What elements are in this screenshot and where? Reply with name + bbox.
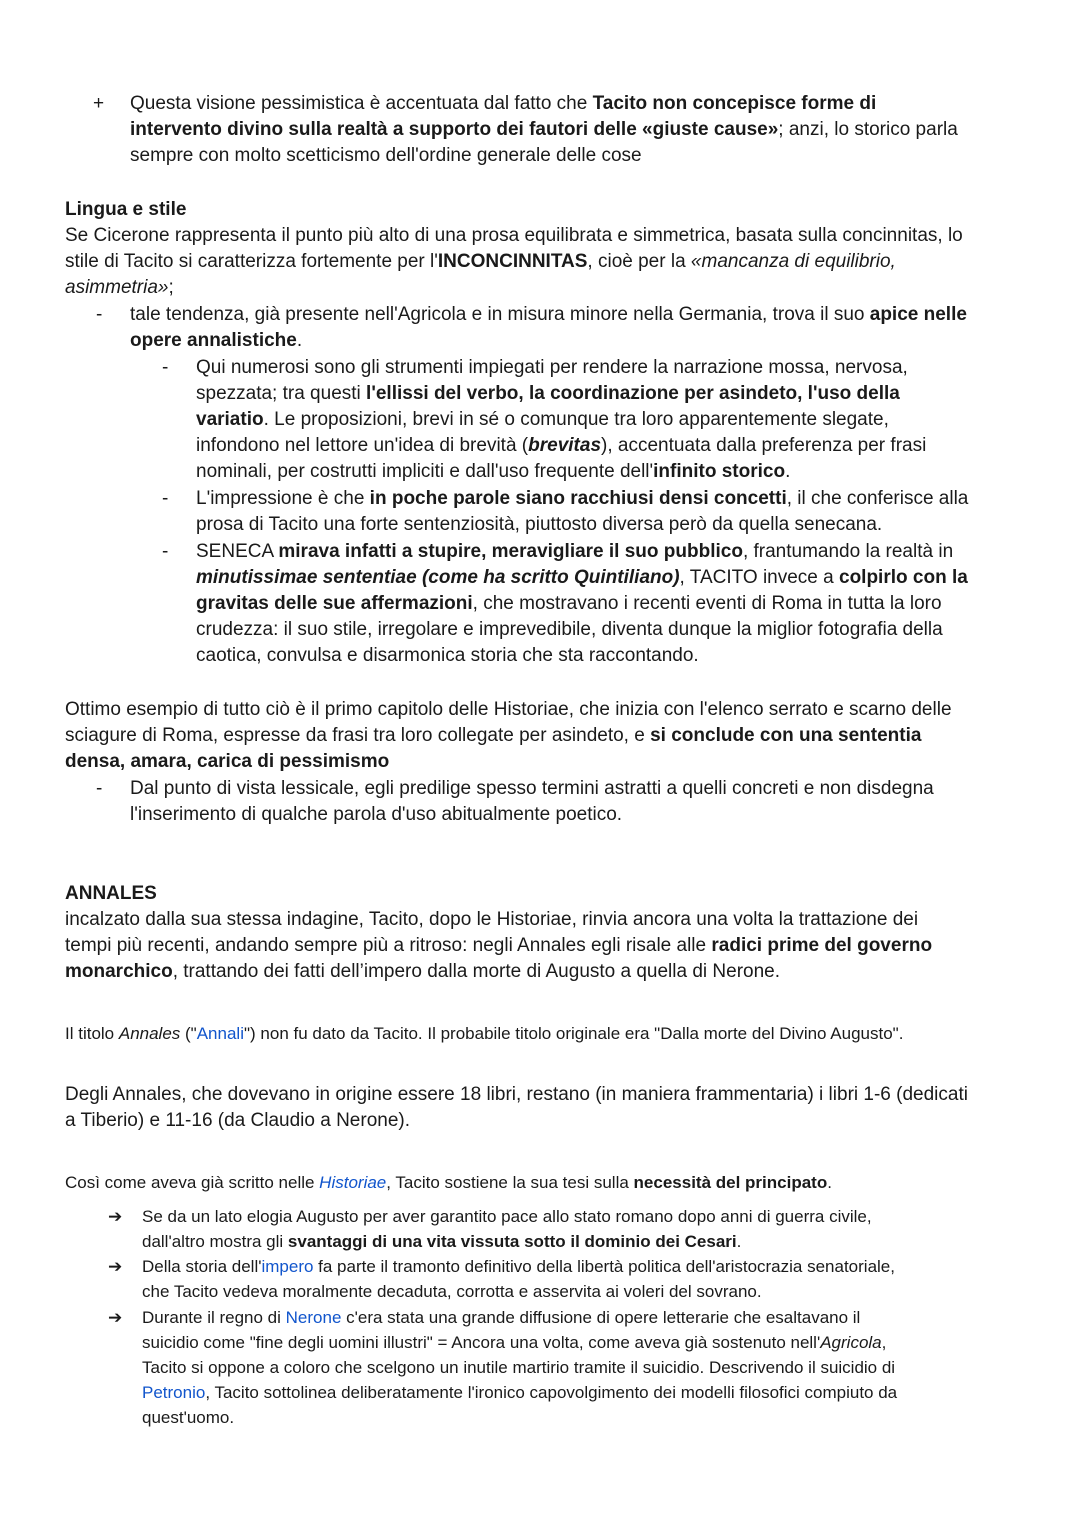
text-run: intervento divino sulla realtà a supporto dei fautori delle «giuste cause»: [130, 119, 779, 140]
text-run: a Tiberio) e 11-16 (da Claudio a Nerone).: [65, 1110, 411, 1131]
text-run: Della storia dell': [142, 1257, 262, 1276]
text-line: [196, 565, 968, 591]
text-line: [142, 1330, 886, 1355]
text-run: nominali, per costrutti impliciti e dall'uso frequente dell': [196, 461, 654, 482]
text-run: sciagure di Roma, espresse da frasi tra loro collegate per asindeto, e: [65, 725, 651, 746]
text-run: incalzato dalla sua stessa indagine, Tacito, dopo le Historiae, rinvia ancora una volta la trattazione dei: [65, 909, 919, 930]
text-line: [65, 1108, 410, 1134]
dash-bullet-marker: -: [162, 488, 169, 509]
text-line: [196, 486, 968, 512]
arrow-bullet-icon: ➔: [108, 1308, 123, 1327]
text-run: opere annalistiche: [130, 330, 297, 351]
text-line: [142, 1254, 895, 1279]
text-line: [196, 643, 699, 669]
text-line: [196, 591, 942, 617]
text-line: [65, 275, 174, 301]
text-run: ;: [168, 277, 174, 298]
text-line: [196, 459, 790, 485]
text-run: monarchico: [65, 961, 173, 982]
inline-link[interactable]: impero: [261, 1257, 314, 1276]
text-line: [130, 302, 967, 328]
text-run: minutissimae sententiae (come ha scritto Quintiliano): [196, 567, 680, 588]
text-run: gravitas delle sue affermazioni: [196, 593, 473, 614]
text-run: , che mostravano i recenti eventi di Roma in tutta la loro: [472, 593, 942, 614]
text-run: crudezza: il suo stile, irregolare e imprevedibile, diventa dunque la miglior fotografia della: [196, 619, 943, 640]
text-line: [142, 1204, 872, 1229]
text-line: [142, 1229, 741, 1254]
text-run: , Tacito sostiene la sua tesi sulla: [386, 1173, 634, 1192]
text-run: ,: [881, 1333, 887, 1352]
text-run: Durante il regno di: [142, 1308, 286, 1327]
text-run: in poche parole siano racchiusi densi concetti: [369, 488, 787, 509]
text-run: «mancanza di equilibrio,: [690, 251, 896, 272]
dash-bullet-marker: -: [96, 304, 103, 325]
text-run: , il che conferisce alla: [786, 488, 969, 509]
text-run: . Le proposizioni, brevi in sé o comunque tra loro apparentemente slegate,: [263, 409, 889, 430]
text-run: apice nelle: [869, 304, 967, 325]
arrow-bullet-icon: ➔: [108, 1257, 123, 1276]
text-run: stile di Tacito si caratterizza fortemente per l': [65, 251, 438, 272]
inline-link[interactable]: Nerone: [285, 1308, 342, 1327]
text-run: Agricola: [820, 1333, 882, 1352]
dash-bullet-marker: -: [162, 541, 169, 562]
text-line: [65, 249, 896, 275]
text-line: [196, 407, 889, 433]
text-run: l'ellissi del verbo, la coordinazione per asindeto, l'uso della: [366, 383, 900, 404]
text-run: radici prime del governo: [711, 935, 933, 956]
text-run: Tacito non concepisce forme di: [592, 93, 877, 114]
arrow-bullet-icon: ➔: [108, 1207, 123, 1226]
plus-bullet-marker: +: [93, 93, 105, 114]
text-run: , Tacito sottolinea deliberatamente l'ironico capovolgimento dei modelli filosofici compiuto da: [205, 1383, 898, 1402]
text-line: [196, 433, 926, 459]
text-line: [65, 1082, 968, 1108]
text-run: necessità del principato: [633, 1173, 828, 1192]
text-line: [65, 907, 918, 933]
text-run: , cioè per la: [587, 251, 691, 272]
text-line: [196, 381, 900, 407]
text-run: brevitas: [528, 435, 602, 456]
text-run: suicidio come "fine degli uomini illustri" = Ancora una volta, come aveva già sostenuto nell': [142, 1333, 821, 1352]
section-heading-annales: ANNALES: [65, 883, 157, 904]
text-run: ") non fu dato da Tacito. Il probabile titolo originale era "Dalla morte del Divino Augusto".: [243, 1024, 904, 1043]
text-run: caotica, convulsa e disarmonica storia che sta raccontando.: [196, 645, 699, 666]
text-line: [196, 539, 953, 565]
text-run: Degli Annales, che dovevano in origine essere 18 libri, restano (in maniera frammentaria) i libri 1-6 (dedicati: [65, 1084, 968, 1105]
text-line: [65, 223, 963, 249]
text-run: Così come aveva già scritto nelle: [65, 1173, 320, 1192]
text-run: ; anzi, lo storico parla: [778, 119, 958, 140]
text-line: [65, 959, 780, 985]
text-run: Se da un lato elogia Augusto per aver garantito pace allo stato romano dopo anni di guerra civile,: [142, 1207, 872, 1226]
text-line: [65, 1170, 832, 1195]
text-run: c'era stata una grande diffusione di opere letterarie che esaltavano il: [341, 1308, 861, 1327]
text-line: [130, 91, 876, 117]
text-line: [142, 1405, 234, 1430]
text-run: l'inserimento di qualche parola d'uso abitualmente poetico.: [130, 804, 623, 825]
text-run: INCONCINNITAS: [437, 251, 588, 272]
text-run: SENECA: [196, 541, 279, 562]
text-line: [65, 933, 932, 959]
text-run: (": [180, 1024, 197, 1043]
text-line: [130, 143, 642, 169]
text-run: mirava infatti a stupire, meravigliare il suo pubblico: [278, 541, 743, 562]
text-run: Questa visione pessimistica è accentuata dal fatto che: [130, 93, 593, 114]
text-run: prosa di Tacito una forte sentenziosità, piuttosto diversa però da quella senecana.: [196, 514, 883, 535]
text-run: Dal punto di vista lessicale, egli predilige spesso termini astratti a quelli concreti e non disdegna: [130, 778, 934, 799]
text-line: [130, 776, 934, 802]
text-run: , trattando dei fatti dell’impero dalla morte di Augusto a quella di Nerone.: [172, 961, 781, 982]
text-run: quest'uomo.: [142, 1408, 235, 1427]
text-run: si conclude con una sententia: [650, 725, 922, 746]
text-line: [142, 1279, 762, 1304]
inline-link[interactable]: Historiae: [319, 1173, 387, 1192]
text-run: L'impressione è che: [196, 488, 370, 509]
text-run: infondono nel lettore un'idea di brevità (: [196, 435, 529, 456]
text-run: spezzata; tra questi: [196, 383, 367, 404]
dash-bullet-marker: -: [162, 357, 169, 378]
text-run: Ottimo esempio di tutto ciò è il primo capitolo delle Historiae, che inizia con l'elenco serrato e scarno delle: [65, 699, 952, 720]
text-line: [65, 723, 921, 749]
text-run: Il titolo: [65, 1024, 119, 1043]
text-run: fa parte il tramonto definitivo della libertà politica dell'aristocrazia senatoriale,: [313, 1257, 895, 1276]
text-run: colpirlo con la: [839, 567, 968, 588]
text-run: svantaggi di una vita vissuta sotto il dominio dei Cesari: [287, 1232, 737, 1251]
text-run: Qui numerosi sono gli strumenti impiegati per rendere la narrazione mossa, nervosa,: [196, 357, 908, 378]
text-run: asimmetria»: [65, 277, 169, 298]
text-run: tempi più recenti, andando sempre più a ritroso: negli Annales egli risale alle: [65, 935, 712, 956]
text-run: densa, amara, carica di pessimismo: [65, 751, 390, 772]
text-line: [142, 1380, 897, 1405]
dash-bullet-marker: -: [96, 778, 103, 799]
text-line: [130, 328, 302, 354]
text-run: , TACITO invece a: [679, 567, 839, 588]
text-line: [65, 697, 952, 723]
text-run: .: [785, 461, 791, 482]
text-run: Se Cicerone rappresenta il punto più alto di una prosa equilibrata e simmetrica, basata sulla concinnitas, lo: [65, 225, 963, 246]
text-line: [130, 117, 958, 143]
text-run: che Tacito vedeva moralmente decaduta, corrotta e asservita ai voleri del sovrano.: [142, 1282, 762, 1301]
text-run: Annales: [118, 1024, 181, 1043]
text-line: [130, 802, 622, 828]
text-run: sempre con molto scetticismo dell'ordine generale delle cose: [130, 145, 642, 166]
text-run: infinito storico: [653, 461, 786, 482]
inline-link[interactable]: Petronio: [142, 1383, 206, 1402]
text-run: dall'altro mostra gli: [142, 1232, 288, 1251]
text-run: , frantumando la realtà in: [742, 541, 954, 562]
text-line: [65, 1021, 903, 1046]
inline-link[interactable]: Annali: [196, 1024, 244, 1043]
text-run: ), accentuata dalla preferenza per frasi: [601, 435, 927, 456]
text-line: [142, 1305, 860, 1330]
text-run: Tacito si oppone a coloro che scelgono un inutile martirio tramite il suicidio. Descrivendo il suicidio di: [142, 1358, 896, 1377]
text-run: tale tendenza, già presente nell'Agricola e in misura minore nella Germania, trova il suo: [130, 304, 870, 325]
text-line: [196, 512, 882, 538]
text-line: [142, 1355, 895, 1380]
section-heading-lingua: Lingua e stile: [65, 199, 187, 220]
text-line: [196, 355, 908, 381]
text-run: variatio: [196, 409, 264, 430]
text-line: [196, 617, 943, 643]
text-run: .: [827, 1173, 832, 1192]
text-line: [65, 749, 389, 775]
text-run: .: [736, 1232, 742, 1251]
text-run: .: [296, 330, 303, 351]
